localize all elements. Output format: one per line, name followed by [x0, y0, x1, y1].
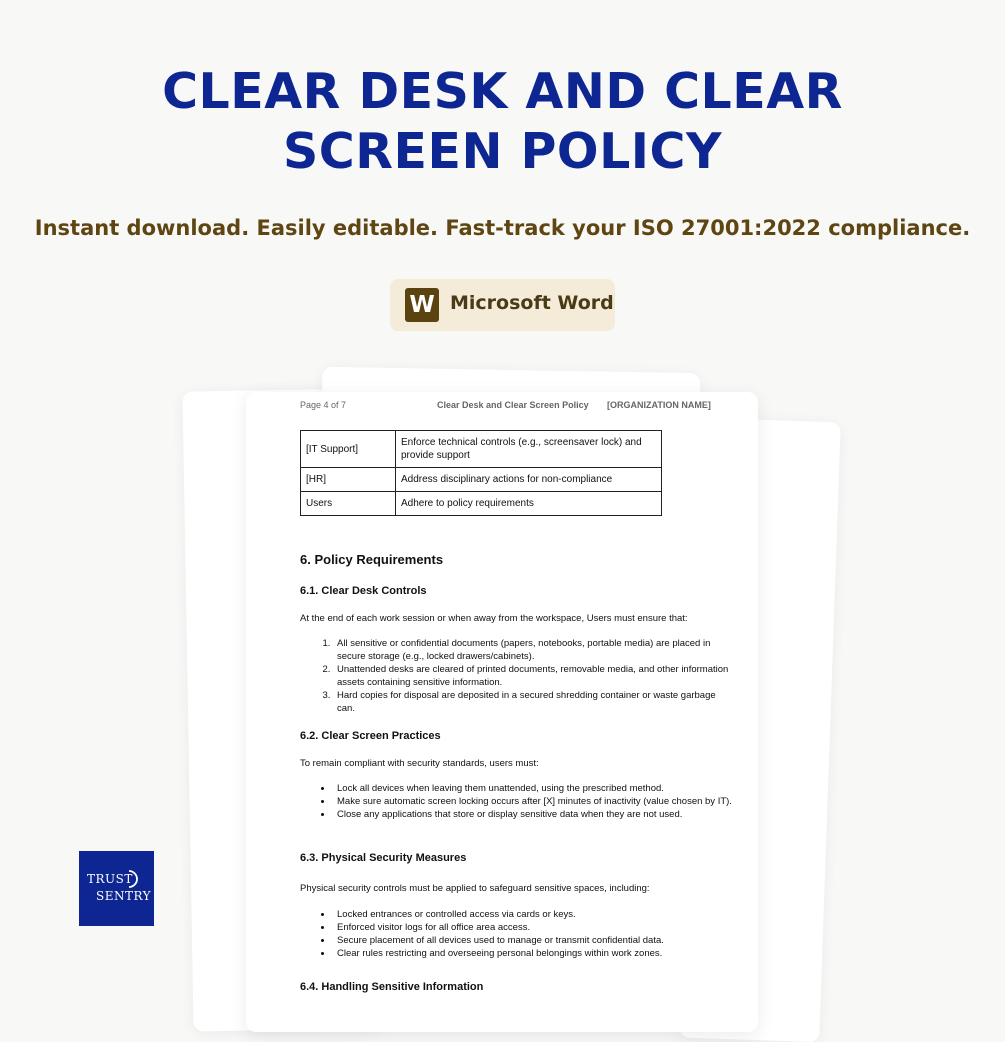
table-cell-role: [IT Support] — [301, 431, 396, 468]
section-heading: 6. Policy Requirements — [300, 552, 444, 567]
subsection-heading: 6.4. Handling Sensitive Information — [300, 981, 484, 993]
page-title — [0, 62, 1005, 182]
title-line-2: SCREEN POLICY — [283, 123, 722, 180]
subtitle: Instant download. Easily editable. Fast-track your ISO 27001:2022 compliance. — [34, 216, 971, 240]
table-cell-duty: Adhere to policy requirements — [396, 492, 662, 516]
title-line-1: CLEAR DESK AND CLEAR — [162, 63, 843, 120]
document-preview — [246, 392, 758, 1032]
list-item: • Enforced visitor logs for all office area access. — [333, 921, 733, 934]
trust-sentry-logo — [79, 851, 154, 926]
subsection-heading: 6.1. Clear Desk Controls — [300, 585, 427, 597]
bullet-list — [300, 908, 733, 960]
table-row — [301, 431, 662, 468]
list-item: • Make sure automatic screen locking occurs after [X] minutes of inactivity (value chosen by IT). — [333, 795, 733, 808]
list-item: 3. Hard copies for disposal are deposited in a secured shredding container or waste garbage can. — [333, 689, 733, 715]
paragraph: Physical security controls must be applied to safeguard sensitive spaces, including: — [300, 883, 650, 894]
organization-name: [ORGANIZATION NAME] — [607, 400, 711, 410]
list-item: 2. Unattended desks are cleared of printed documents, removable media, and other information assets containing sensitive information. — [333, 663, 733, 689]
list-item: • Locked entrances or controlled access via cards or keys. — [333, 908, 733, 921]
subsection-heading: 6.2. Clear Screen Practices — [300, 730, 441, 742]
word-icon: W — [405, 288, 439, 322]
paragraph: At the end of each work session or when away from the workspace, Users must ensure that: — [300, 613, 688, 624]
roles-table — [300, 430, 662, 516]
crescent-icon — [126, 870, 140, 888]
table-row — [301, 468, 662, 492]
format-label: Microsoft Word — [450, 292, 614, 314]
table-cell-role: [HR] — [301, 468, 396, 492]
list-item: 1. All sensitive or confidential documents (papers, notebooks, portable media) are placed in secure storage (e.g., locked drawers/cabinets). — [333, 637, 733, 663]
page-number: Page 4 of 7 — [300, 400, 347, 410]
list-item: • Clear rules restricting and overseeing personal belongings within work zones. — [333, 947, 733, 960]
list-item: • Secure placement of all devices used to manage or transmit confidential data. — [333, 934, 733, 947]
table-cell-duty: Address disciplinary actions for non-compliance — [396, 468, 662, 492]
table-row — [301, 492, 662, 516]
paragraph: To remain compliant with security standards, users must: — [300, 758, 539, 769]
list-item: • Lock all devices when leaving them unattended, using the prescribed method. — [333, 782, 733, 795]
list-item: • Close any applications that store or display sensitive data when they are not used. — [333, 808, 733, 821]
bullet-list — [300, 782, 733, 821]
table-cell-duty: Enforce technical controls (e.g., screensaver lock) and provide support — [396, 431, 662, 468]
numbered-list — [300, 637, 733, 715]
logo-line-2: SENTRY — [96, 889, 152, 903]
logo-line-1: TRUST — [87, 872, 133, 886]
document-header-title: Clear Desk and Clear Screen Policy — [437, 400, 589, 410]
table-cell-role: Users — [301, 492, 396, 516]
format-badge — [390, 279, 615, 331]
subsection-heading: 6.3. Physical Security Measures — [300, 852, 467, 864]
